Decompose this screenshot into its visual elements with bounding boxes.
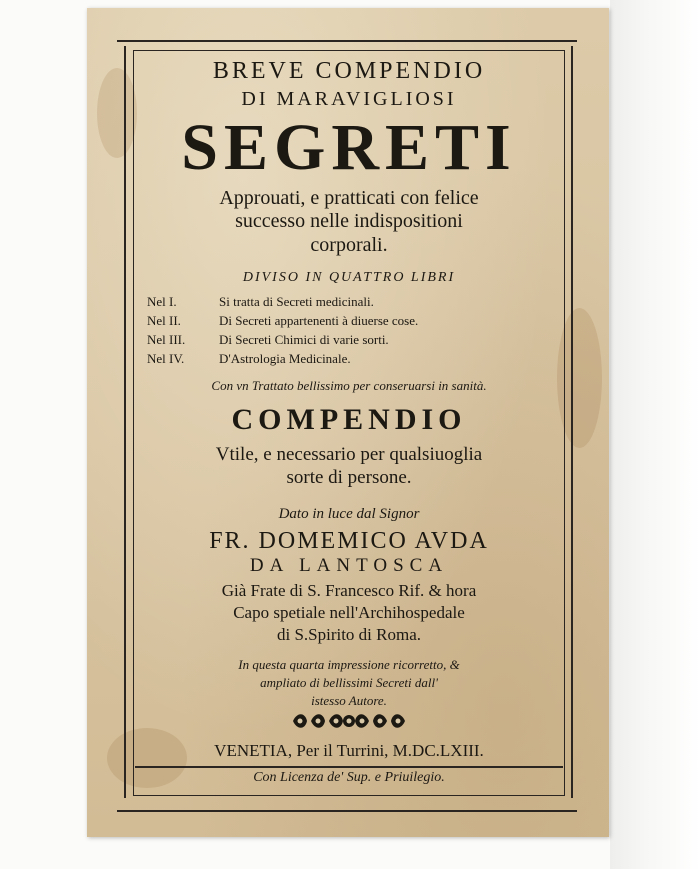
- book-label: Nel III.: [147, 332, 186, 347]
- author-name: FR. DOMEMICO AVDA: [209, 528, 489, 554]
- utile-line: sorte di persone.: [286, 467, 412, 488]
- book-description: Si tratta di Secreti medicinali.: [219, 294, 374, 309]
- main-title: SEGRETI: [181, 111, 517, 184]
- background-shadow: [610, 0, 700, 869]
- title-line-2: DI MARAVIGLIOSI: [241, 88, 457, 110]
- subtitle-line: Approuati, e pratticati con felice: [219, 187, 479, 209]
- author-bio-line: Capo spetiale nell'Archihospedale: [233, 603, 465, 622]
- subtitle-line: corporali.: [310, 234, 388, 256]
- book-label: Nel I.: [147, 294, 177, 309]
- treatise-note: Con vn Trattato bellissimo per conseruarsi in sanità.: [211, 378, 487, 393]
- edition-note-line: In questa quarta impressione ricorretto, &: [238, 657, 460, 672]
- author-place: DA LANTOSCA: [249, 555, 449, 576]
- author-bio-line: di S.Spirito di Roma.: [276, 625, 422, 644]
- book-description: Di Secreti Chimici di varie sorti.: [219, 332, 389, 347]
- compendio-heading: COMPENDIO: [231, 403, 467, 436]
- border-right-line: [571, 46, 573, 798]
- title-line-1: BREVE COMPENDIO: [212, 58, 486, 84]
- border-left-line: [124, 46, 126, 798]
- book-label: Nel II.: [147, 313, 181, 328]
- edition-note-line: istesso Autore.: [311, 693, 387, 708]
- published-by: Dato in luce dal Signor: [278, 506, 420, 522]
- book-description: D'Astrologia Medicinale.: [219, 351, 351, 366]
- subtitle-line: successo nelle indispositioni: [235, 210, 463, 232]
- imprint: VENETIA, Per il Turrini, M.DC.LXIII.: [214, 741, 484, 760]
- division-heading: DIVISO IN QUATTRO LIBRI: [242, 270, 456, 285]
- edition-note-line: ampliato di bellissimi Secreti dall': [260, 675, 438, 690]
- utile-line: Vtile, e necessario per qualsiuoglia: [215, 444, 483, 465]
- license-note: Con Licenza de' Sup. e Priuilegio.: [253, 770, 445, 785]
- imprint-rule: [135, 766, 563, 768]
- book-description: Di Secreti appartenenti à diuerse cose.: [219, 313, 419, 328]
- title-page: [87, 8, 609, 837]
- ornament-icon: [289, 710, 409, 732]
- author-bio-line: Già Frate di S. Francesco Rif. & hora: [221, 581, 477, 600]
- book-label: Nel IV.: [147, 351, 185, 366]
